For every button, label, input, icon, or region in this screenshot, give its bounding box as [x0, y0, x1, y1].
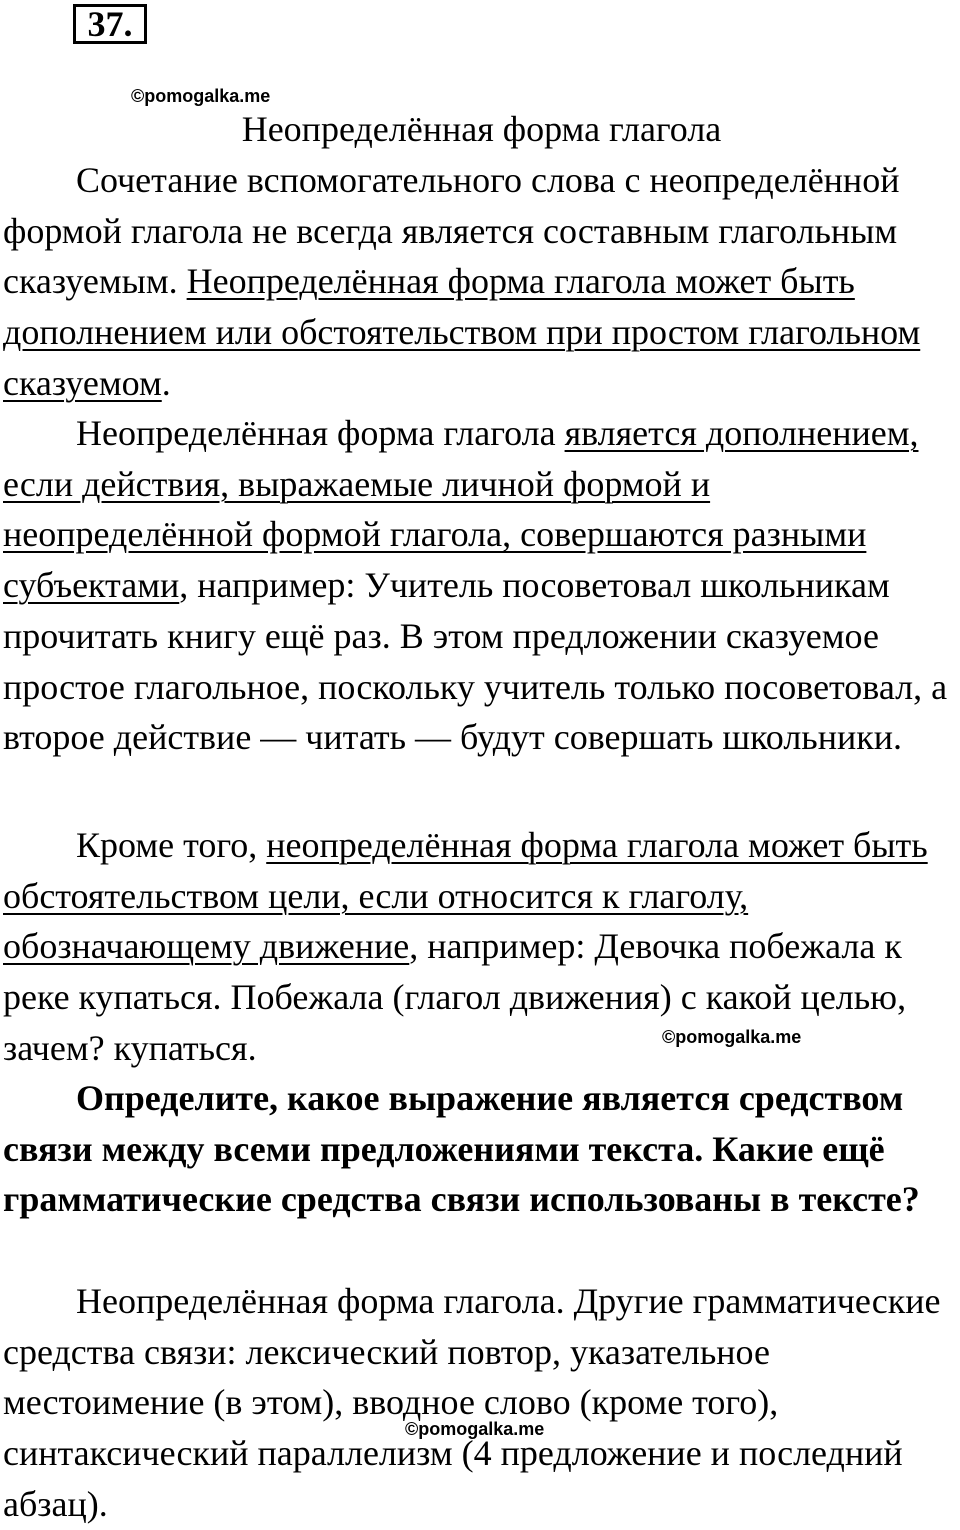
paragraph-2-text-a: Неопределённая форма глагола — [76, 413, 565, 453]
answer: Неопределённая форма глагола. Другие грамматические средства связи: лексический повтор, указательное местоимение (в этом), вводное слово (кроме того), синтаксический параллелизм (4 предложение и последний абзац). — [3, 1281, 941, 1524]
paragraph-3-underlined: неопределённая форма глагола может быть обстоятельством цели, если относится к глаголу, обозначающему движение — [3, 825, 928, 967]
task-number: 37. — [73, 4, 147, 44]
paragraph-3 — [3, 820, 960, 1074]
paragraph-3-text-a: Кроме того, — [76, 825, 267, 865]
paragraph-1 — [3, 155, 960, 409]
paragraph-2-underlined: является дополнением, если действия, выражаемые личной формой и неопределённой формой глагола, совершаются разными субъектами — [3, 413, 919, 606]
paragraph-2-text-b: , например: Учитель посоветовал школьникам прочитать книгу ещё раз. В этом предложении сказуемое простое глагольное, поскольку учитель только посоветовал, а второе действие — читать — будут совершать школьники. — [3, 565, 948, 758]
watermark-middle: ©pomogalka.me — [662, 1027, 802, 1047]
paragraph-1-underlined: Неопределённая форма глагола может быть дополнением или обстоятельством при простом глагольном сказуемом — [3, 261, 921, 403]
section-title: Неопределённая форма глагола — [241, 109, 722, 149]
paragraph-1-text-b: . — [161, 362, 171, 403]
paragraph-2 — [3, 408, 960, 763]
paragraph-1-text-a: Сочетание вспомогательного слова с неопределённой формой глагола не всегда является составным глагольным сказуемым. — [3, 160, 900, 302]
paragraph-3-text-b: , например: Девочка побежала к реке купаться. Побежала (глагол движения) с какой целью, зачем? купаться. — [3, 926, 907, 1068]
watermark-top: ©pomogalka.me — [131, 86, 271, 106]
watermark-bottom: ©pomogalka.me — [405, 1419, 545, 1439]
question: Определите, какое выражение является средством связи между всеми предложениями текста. Какие ещё грамматические средства связи использованы в тексте? — [3, 1078, 920, 1220]
